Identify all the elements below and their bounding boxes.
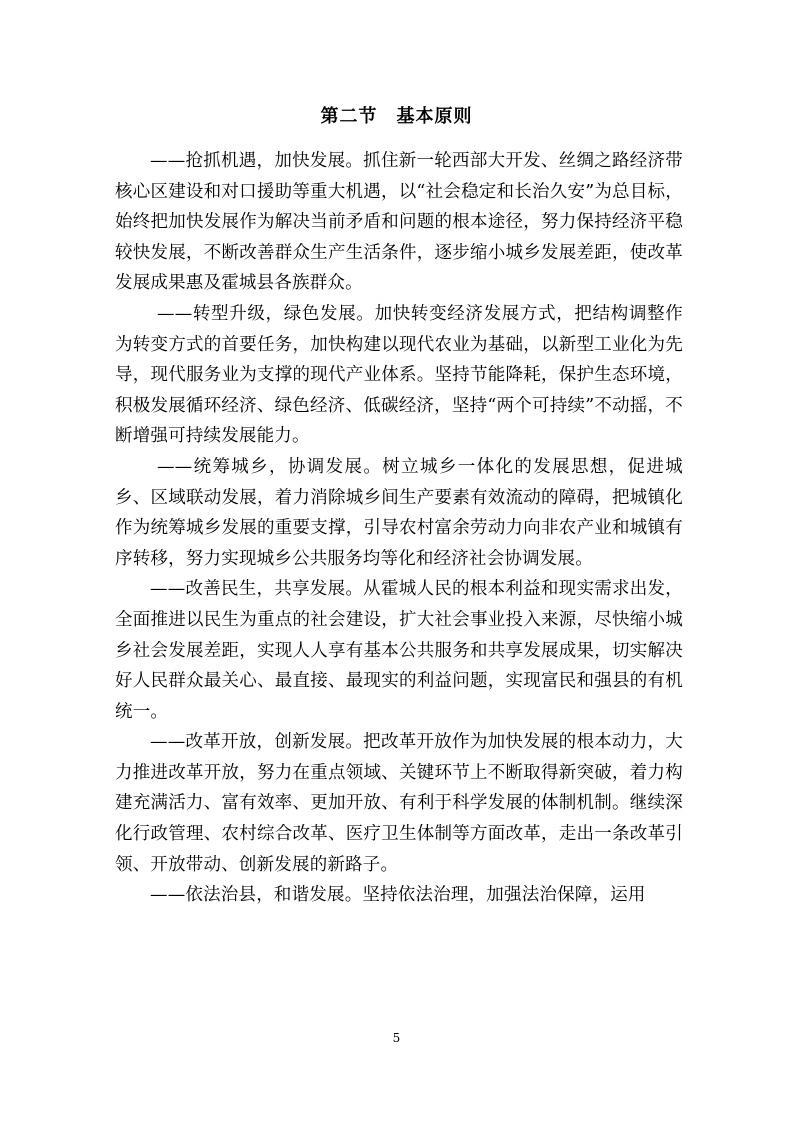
body-text — [115, 146, 683, 911]
paragraph-innovative-development: ——改革开放，创新发展。把改革开放作为加快发展的根本动力，大力推进改革开放，努力在重点领域、关键环节上不断取得新突破，着力构建充满活力、富有效率、更加开放、有利于科学发展的体制机制。继续深化行政管理、农村综合改革、医疗卫生体制等方面改革，走出一条改革引领、开放带动、创新发展的新路子。 — [115, 732, 683, 875]
paragraph-shared-development: ——改善民生，共享发展。从霍城人民的根本利益和现实需求出发，全面推进以民生为重点的社会建设，扩大社会事业投入来源，尽快缩小城乡社会发展差距，实现人人享有基本公共服务和共享发展成果，切实解决好人民群众最关心、最直接、最现实的利益问题，实现富民和强县的有机统一。 — [115, 579, 683, 722]
page-number: 5 — [392, 1031, 401, 1045]
paragraph-green-development: ——转型升级，绿色发展。加快转变经济发展方式，把结构调整作为转变方式的首要任务，加快构建以现代农业为基础，以新型工业化为先导，现代服务业为支撑的现代产业体系。坚持节能降耗，保护生态环境，积极发展循环经济、绿色经济、低碳经济，坚持“两个可持续”不动摇，不断增强可持续发展能力。 — [115, 303, 683, 447]
paragraph-harmonious-development: ——依法治县，和谐发展。坚持依法治理，加强法治保障，运用 — [150, 885, 646, 906]
paragraph-seize-opportunities: ——抢抓机遇，加快发展。抓住新一轮西部大开发、丝绸之路经济带核心区建设和对口援助等重大机遇，以“社会稳定和长治久安”为总目标，始终把加快发展作为解决当前矛盾和问题的根本途径，努力保持经济平稳较快发展，不断改善群众生产生活条件，逐步缩小城乡发展差距，使改革发展成果惠及霍城县各族群众。 — [115, 151, 683, 294]
paragraph-coordinated-development: ——统筹城乡，协调发展。树立城乡一体化的发展思想，促进城乡、区域联动发展，着力消除城乡间生产要素有效流动的障碍，把城镇化作为统筹城乡发展的重要支撑，引导农村富余劳动力向非农产业和城镇有序转移，努力实现城乡公共服务均等化和经济社会协调发展。 — [115, 456, 683, 569]
section-title: 第二节 基本原则 — [320, 106, 473, 127]
